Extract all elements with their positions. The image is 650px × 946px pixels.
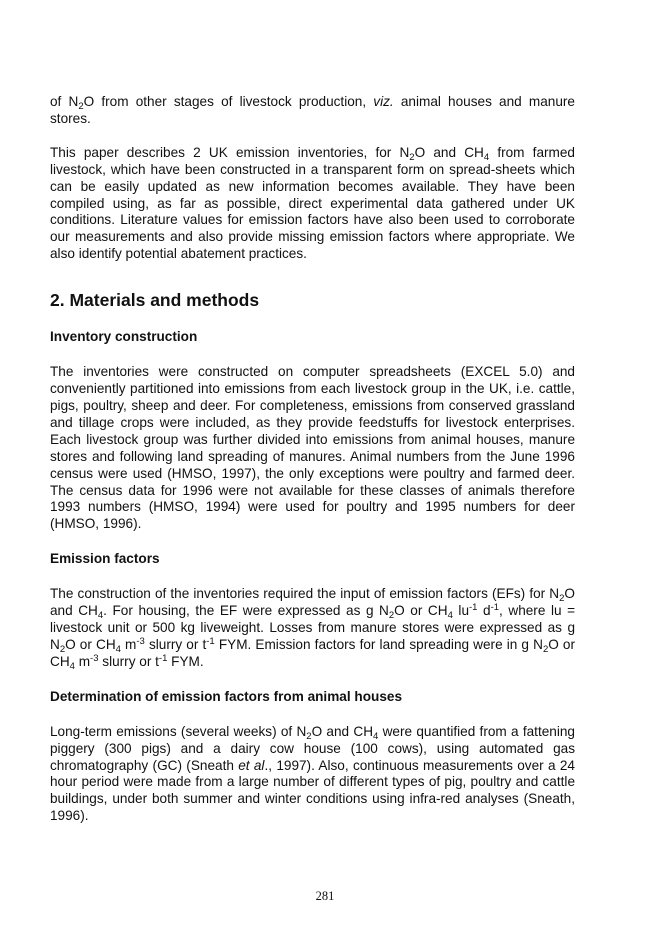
intro-inventories-paragraph: This paper describes 2 UK emission inventories, for $N_2O$ and $CH_4$ from farmed livestock, which have been constructed in a transparent form on spread-sheets which can be easily updated as new information becomes available. They have been compiled using, as far as possible, direct experimental data gathered under UK conditions. Literature values for emission factors have also been used to corroborate our measurements and also provide missing emission factors where appropriate. We also identify potential abatement practices. — [50, 144, 575, 262]
intro-continuation-paragraph: of $N_2O$ from other stages of livestock production, viz. animal houses and manure stores. — [50, 94, 575, 126]
section-heading: 2. Materials and methods — [50, 290, 260, 311]
inventory-construction-paragraph: The inventories were constructed on computer spreadsheets (EXCEL 5.0) and conveniently partitioned into emissions from each livestock group in the UK, i.e. cattle, pigs, poultry, sheep and deer. For completeness, emissions from conserved grassland and tillage crops were included, as they provide feedstuffs for livestock enterprises. Each livestock group was further divided into emissions from animal houses, manure stores and following land spreading of manures. Animal numbers from the June 1996 census were used (HMSO, 1997), the only exceptions were poultry and farmed deer. The census data for 1996 were not available for these classes of animals therefore 1993 numbers (HMSO, 1994) were used for poultry and 1995 numbers for deer (HMSO, 1996). — [50, 364, 575, 532]
page-number: 281 — [315, 889, 335, 903]
document-page — [50, 94, 575, 825]
emission-factors-paragraph: The construction of the inventories required the input of emission factors (EFs) for $N_2O$ and $CH_4$. For housing, the EF were expressed as g $N_2O$ or $CH_4$ $lu^{-1}$ $d^{-1}$, where lu = livestock unit or 500 kg liveweight. Losses from manure stores were expressed as g $N_2O$ or $CH_4$ $m^{-3}$ slurry or $t^{-1}$ FYM. Emission factors for land spreading were in g $N_2O$ or $CH_4$ $m^{-3}$ slurry or $t^{-1}$ FYM. — [50, 586, 576, 672]
inventory-construction-heading: Inventory construction — [50, 329, 198, 345]
animal-houses-paragraph: Long-term emissions (several weeks) of $N_2O$ and $CH_4$ were quantified from a fattening piggery (300 pigs) and a dairy cow house (100 cows), using automated gas chromatography (GC) (Sneath et al., 1997). Also, continuous measurements over a 24 hour period were made from a large number of different types of pig, poultry and cattle buildings, under both summer and winter conditions using infra-red analyses (Sneath, 1996). — [50, 723, 575, 824]
emission-factors-heading: Emission factors — [50, 551, 160, 567]
animal-houses-heading: Determination of emission factors from animal houses — [50, 688, 403, 704]
